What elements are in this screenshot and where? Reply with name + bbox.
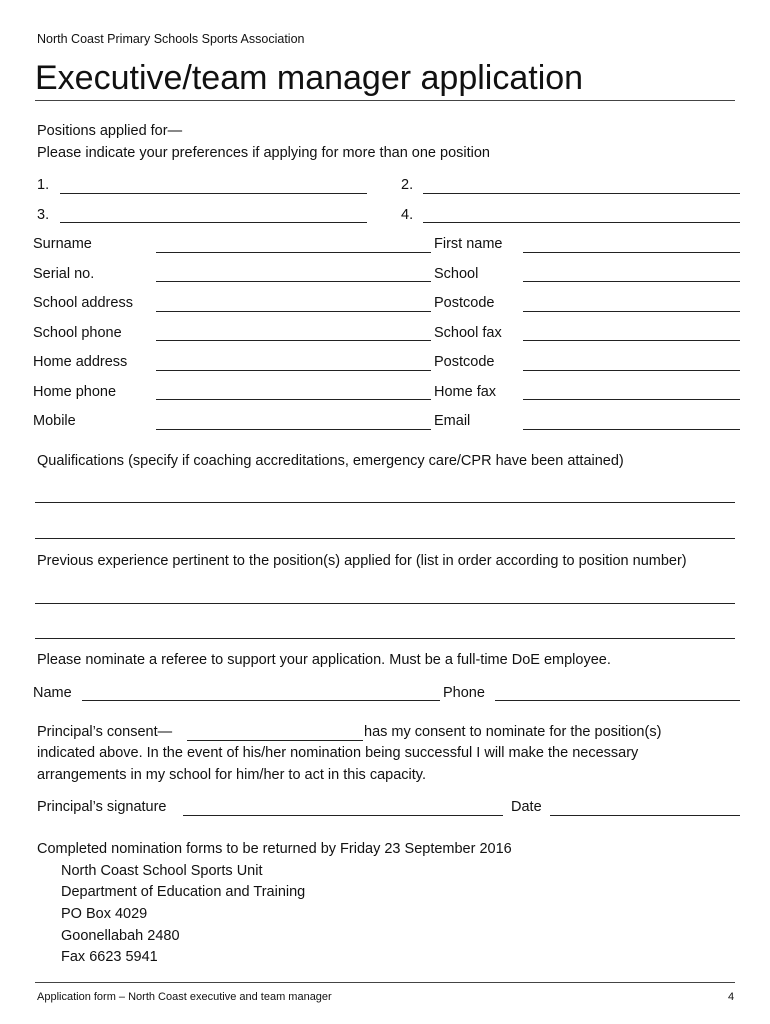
principal-signature-label: Principal’s signature [37, 799, 167, 815]
qualifications-line-1[interactable] [35, 480, 735, 503]
experience-line-2[interactable] [35, 616, 735, 639]
serial-no-label: Serial no. [33, 266, 95, 282]
school-fax-input[interactable] [523, 318, 740, 341]
position-number-2: 2. [401, 177, 414, 193]
school-fax-label: School fax [434, 325, 502, 341]
return-address-line: North Coast School Sports Unit [61, 863, 263, 879]
organisation-name: North Coast Primary Schools Sports Association [37, 32, 305, 46]
referee-name-input[interactable] [82, 678, 440, 701]
page-number: 4 [728, 991, 735, 1003]
home-address-label: Home address [33, 354, 128, 370]
position-2-input[interactable] [423, 171, 740, 194]
principal-signature-input[interactable] [183, 793, 503, 816]
home-fax-label: Home fax [434, 384, 497, 400]
footer-rule [35, 982, 735, 983]
referee-phone-label: Phone [443, 685, 485, 701]
date-label: Date [511, 799, 542, 815]
home-postcode-label: Postcode [434, 354, 495, 370]
school-address-label: School address [33, 295, 133, 311]
email-input[interactable] [523, 407, 740, 430]
return-address-line: PO Box 4029 [61, 906, 148, 922]
school-input[interactable] [523, 259, 740, 282]
home-fax-input[interactable] [523, 377, 740, 400]
consent-name-input[interactable] [187, 718, 363, 741]
referee-name-label: Name [33, 685, 72, 701]
position-1-input[interactable] [60, 171, 367, 194]
referee-instruction: Please nominate a referee to support your application. Must be a full-time DoE employee. [37, 652, 611, 668]
school-phone-input[interactable] [156, 318, 431, 341]
experience-line-1[interactable] [35, 581, 735, 604]
school-label: School [434, 266, 479, 282]
return-address-line: Goonellabah 2480 [61, 928, 180, 944]
date-input[interactable] [550, 793, 740, 816]
return-address-line: Department of Education and Training [61, 884, 306, 900]
position-number-3: 3. [37, 207, 50, 223]
school-address-input[interactable] [156, 289, 431, 312]
mobile-input[interactable] [156, 407, 431, 430]
position-number-1: 1. [37, 177, 50, 193]
home-phone-input[interactable] [156, 377, 431, 400]
position-4-input[interactable] [423, 200, 740, 223]
school-phone-label: School phone [33, 325, 122, 341]
first-name-input[interactable] [523, 230, 740, 253]
home-postcode-input[interactable] [523, 348, 740, 371]
footer-text: Application form – North Coast executive and team manager [37, 991, 332, 1003]
email-label: Email [434, 413, 471, 429]
consent-line-2: indicated above. In the event of his/her nomination being successful I will make the necessary [37, 745, 639, 761]
serial-no-input[interactable] [156, 259, 431, 282]
consent-suffix: has my consent to nominate for the position(s) [364, 724, 662, 740]
surname-label: Surname [33, 236, 92, 252]
surname-input[interactable] [156, 230, 431, 253]
consent-prefix: Principal’s consent— [37, 724, 173, 740]
home-address-input[interactable] [156, 348, 431, 371]
referee-phone-input[interactable] [495, 678, 740, 701]
position-3-input[interactable] [60, 200, 367, 223]
positions-heading: Positions applied for— [37, 123, 183, 139]
first-name-label: First name [434, 236, 503, 252]
experience-label: Previous experience pertinent to the position(s) applied for (list in order according to position number) [37, 553, 687, 569]
title-rule [35, 100, 735, 101]
school-postcode-input[interactable] [523, 289, 740, 312]
consent-line-3: arrangements in my school for him/her to act in this capacity. [37, 767, 426, 783]
mobile-label: Mobile [33, 413, 76, 429]
return-heading: Completed nomination forms to be returned by Friday 23 September 2016 [37, 841, 512, 857]
qualifications-line-2[interactable] [35, 516, 735, 539]
position-number-4: 4. [401, 207, 414, 223]
positions-instruction: Please indicate your preferences if applying for more than one position [37, 145, 490, 161]
page-title: Executive/team manager application [35, 59, 584, 97]
home-phone-label: Home phone [33, 384, 117, 400]
return-fax-line: Fax 6623 5941 [61, 949, 158, 965]
qualifications-label: Qualifications (specify if coaching accreditations, emergency care/CPR have been attained) [37, 453, 624, 469]
school-postcode-label: Postcode [434, 295, 495, 311]
